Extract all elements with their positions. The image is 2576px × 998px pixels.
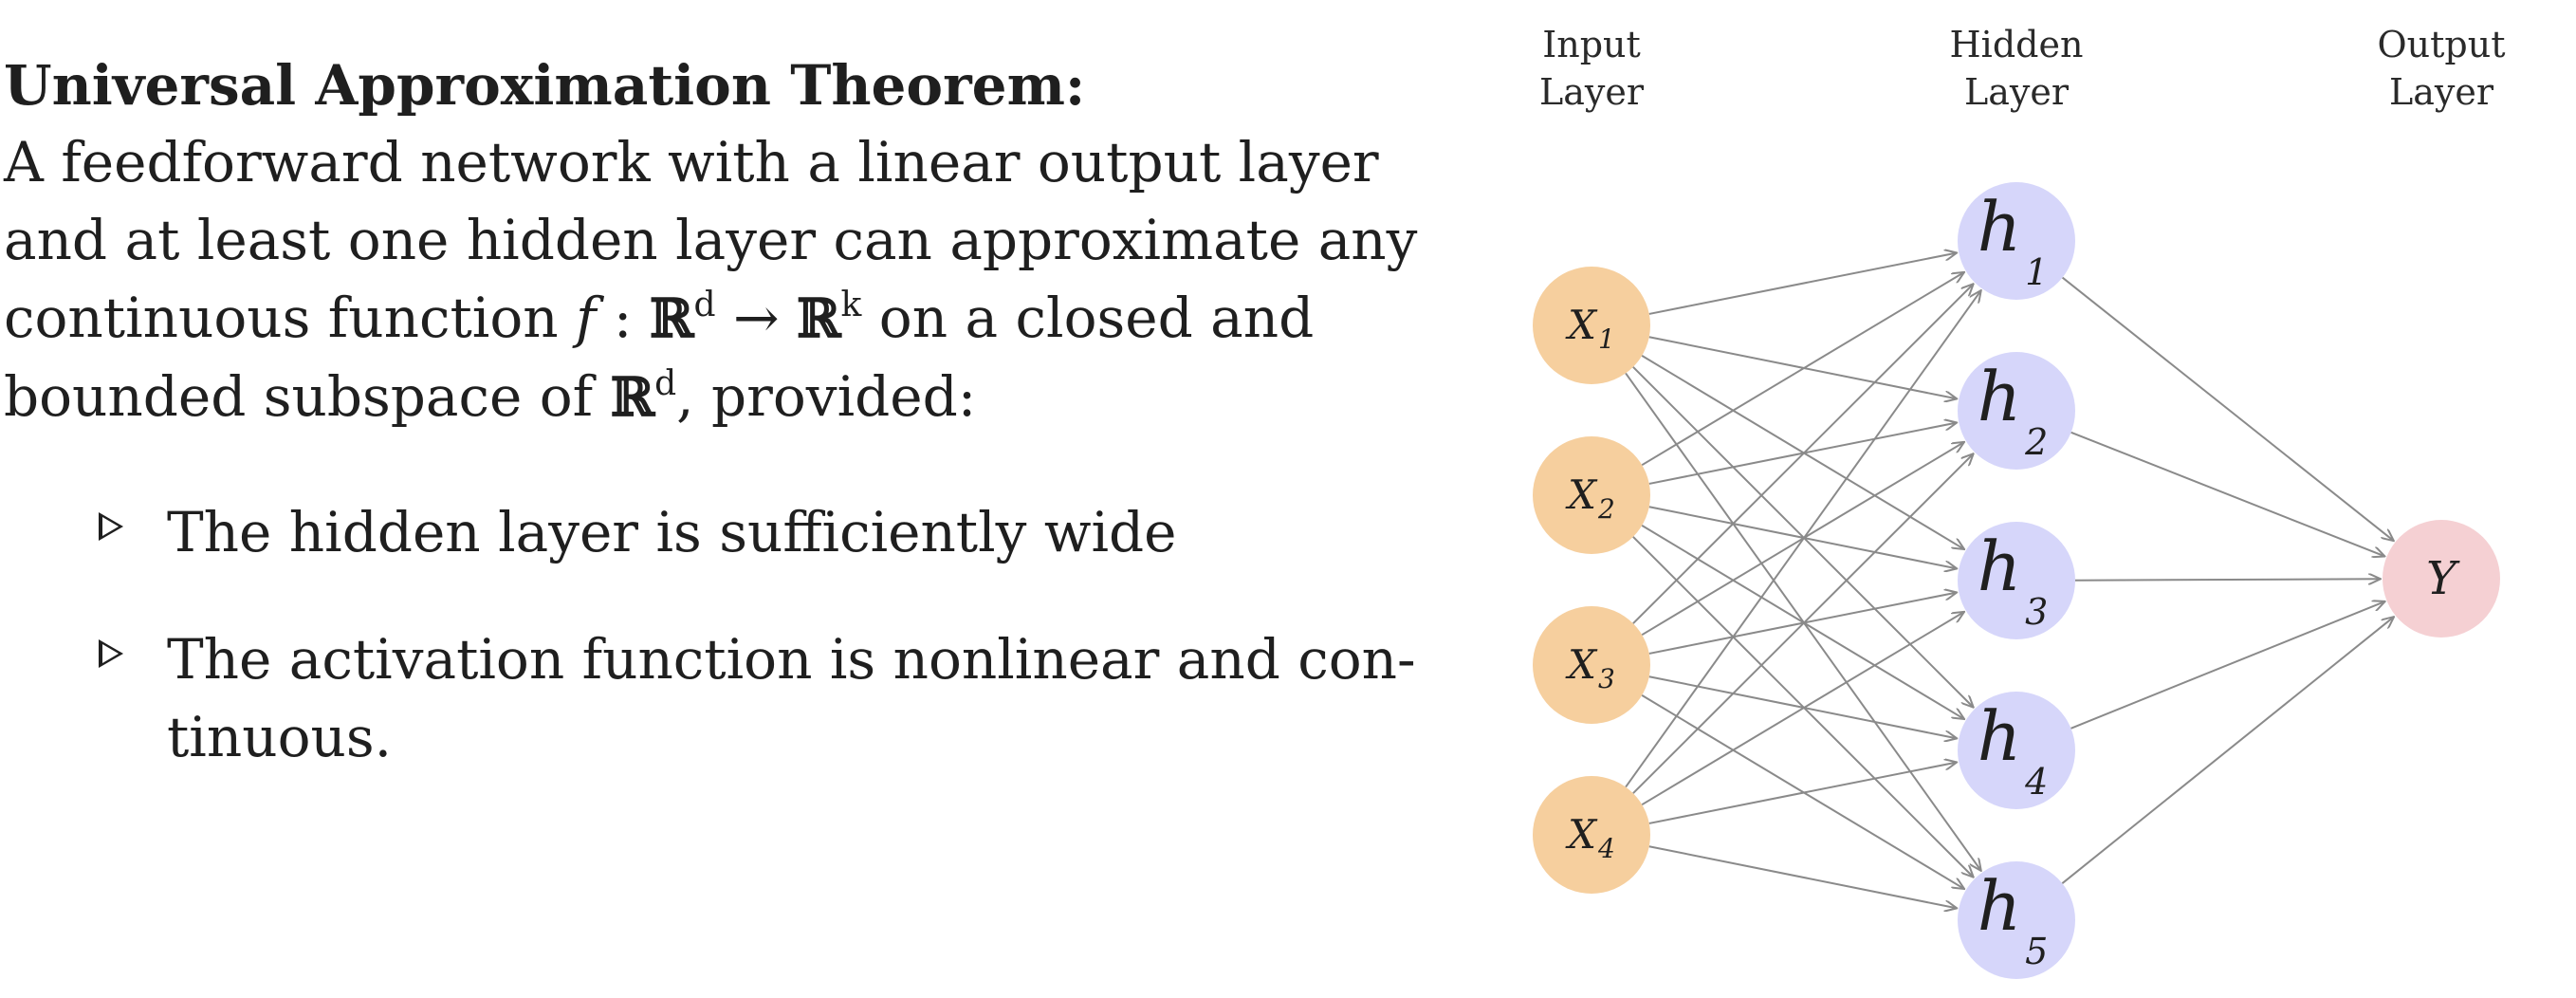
edge-h5-y <box>2062 617 2394 883</box>
input-node-x3-label: $X_3$ <box>1568 641 1615 694</box>
input-node-x1-label: $X_1$ <box>1568 302 1615 355</box>
hidden-node-h2-subscript: 2 <box>2025 421 2049 463</box>
triangle-bullet-icon <box>99 512 123 541</box>
output-layer-label-line: Output <box>2377 24 2506 65</box>
output-layer-label-line: Layer <box>2388 71 2494 113</box>
condition-text: The hidden layer is sufficiently wide <box>167 500 1177 564</box>
hidden-node-h5-label: $h_5$ <box>1977 866 2049 972</box>
theorem-line-2: and at least one hidden layer can approximate any <box>4 208 1418 272</box>
neural-network-diagram <box>1480 0 2576 994</box>
input-node-x2-subscript: 2 <box>1598 493 1615 525</box>
input-node-x1-subscript: 1 <box>1598 323 1615 355</box>
edge-x2-h1 <box>1642 272 1964 465</box>
hidden-node-h5-subscript: 5 <box>2025 931 2049 972</box>
input-node-x3-subscript: 3 <box>1598 663 1615 694</box>
hidden-layer-label-line: Hidden <box>1949 24 2084 65</box>
hidden-layer-label <box>1950 24 2084 113</box>
hidden-node-h4-subscript: 4 <box>2025 761 2049 803</box>
input-node-x4 <box>1533 776 1650 894</box>
input-layer-label-line: Input <box>1542 24 1641 65</box>
edge-h1-y <box>2063 278 2394 542</box>
condition-list <box>4 493 1426 825</box>
condition-item <box>4 493 1426 571</box>
real-set-symbol-domain: ℝ <box>649 287 694 350</box>
output-node-y <box>2383 520 2500 638</box>
theorem-line-4 <box>4 358 1426 436</box>
condition-item <box>4 620 1426 776</box>
hidden-node-h3-subscript: 3 <box>2025 591 2049 633</box>
hidden-node-h1-subscript: 1 <box>2025 251 2049 293</box>
input-node-x3 <box>1533 606 1650 724</box>
layer-labels-group <box>1539 24 2505 113</box>
input-node-x2-label: $X_2$ <box>1568 471 1615 525</box>
subspace-dimension: d <box>654 364 677 403</box>
hidden-node-h1 <box>1958 182 2075 300</box>
condition-text-line-1: The activation function is nonlinear and con- <box>167 627 1416 692</box>
edge-h3-y <box>2075 579 2381 580</box>
theorem-line-4-prefix: bounded subspace of <box>4 364 611 429</box>
input-node-x4-subscript: 4 <box>1598 833 1615 864</box>
hidden-node-h2-label: $h_2$ <box>1977 357 2049 463</box>
edge-h4-y <box>2070 601 2384 729</box>
edge-x4-h2 <box>1633 453 1974 793</box>
codomain-dimension: k <box>840 286 862 324</box>
theorem-title: Universal Approximation Theorem: <box>4 53 1086 118</box>
hidden-node-h4-label: $h_4$ <box>1977 696 2049 803</box>
input-layer-label-line: Layer <box>1538 71 1645 113</box>
edge-x4-h1 <box>1626 290 1981 787</box>
function-symbol: f <box>576 286 597 350</box>
domain-dimension: d <box>693 286 716 324</box>
arrow-symbol: → <box>715 286 797 350</box>
output-layer-label <box>2378 24 2506 113</box>
theorem-text-panel <box>4 47 1426 769</box>
input-node-x4-label: $X_4$ <box>1568 811 1615 864</box>
network-svg <box>1480 0 2576 994</box>
edge-x4-h3 <box>1642 612 1964 804</box>
hidden-node-h1-label: $h_1$ <box>1977 187 2049 293</box>
edge-h2-y <box>2071 433 2385 557</box>
theorem-line-3 <box>4 279 1426 358</box>
colon-symbol: : <box>596 286 650 350</box>
hidden-layer-label-line: Layer <box>1963 71 2070 113</box>
hidden-node-h4 <box>1958 692 2075 809</box>
real-set-symbol-subspace: ℝ <box>610 366 655 429</box>
theorem-line-4-suffix: , provided: <box>676 364 977 429</box>
input-layer-label <box>1539 24 1645 113</box>
real-set-symbol-codomain: ℝ <box>797 287 841 350</box>
theorem-line-3-suffix: on a closed and <box>861 286 1315 350</box>
hidden-node-h2 <box>1958 352 2075 470</box>
hidden-node-h5 <box>1958 861 2075 979</box>
theorem-line-1: A feedforward network with a linear output layer <box>4 130 1379 194</box>
condition-text-line-2: tinuous. <box>167 705 393 769</box>
input-node-x2 <box>1533 436 1650 554</box>
output-node-y-label: Y <box>2426 552 2456 605</box>
hidden-node-h3 <box>1958 522 2075 639</box>
triangle-bullet-icon <box>99 639 123 668</box>
hidden-node-h3-label: $h_3$ <box>1977 527 2049 633</box>
theorem-line-3-prefix: continuous function <box>4 286 577 350</box>
input-node-x1 <box>1533 267 1650 384</box>
